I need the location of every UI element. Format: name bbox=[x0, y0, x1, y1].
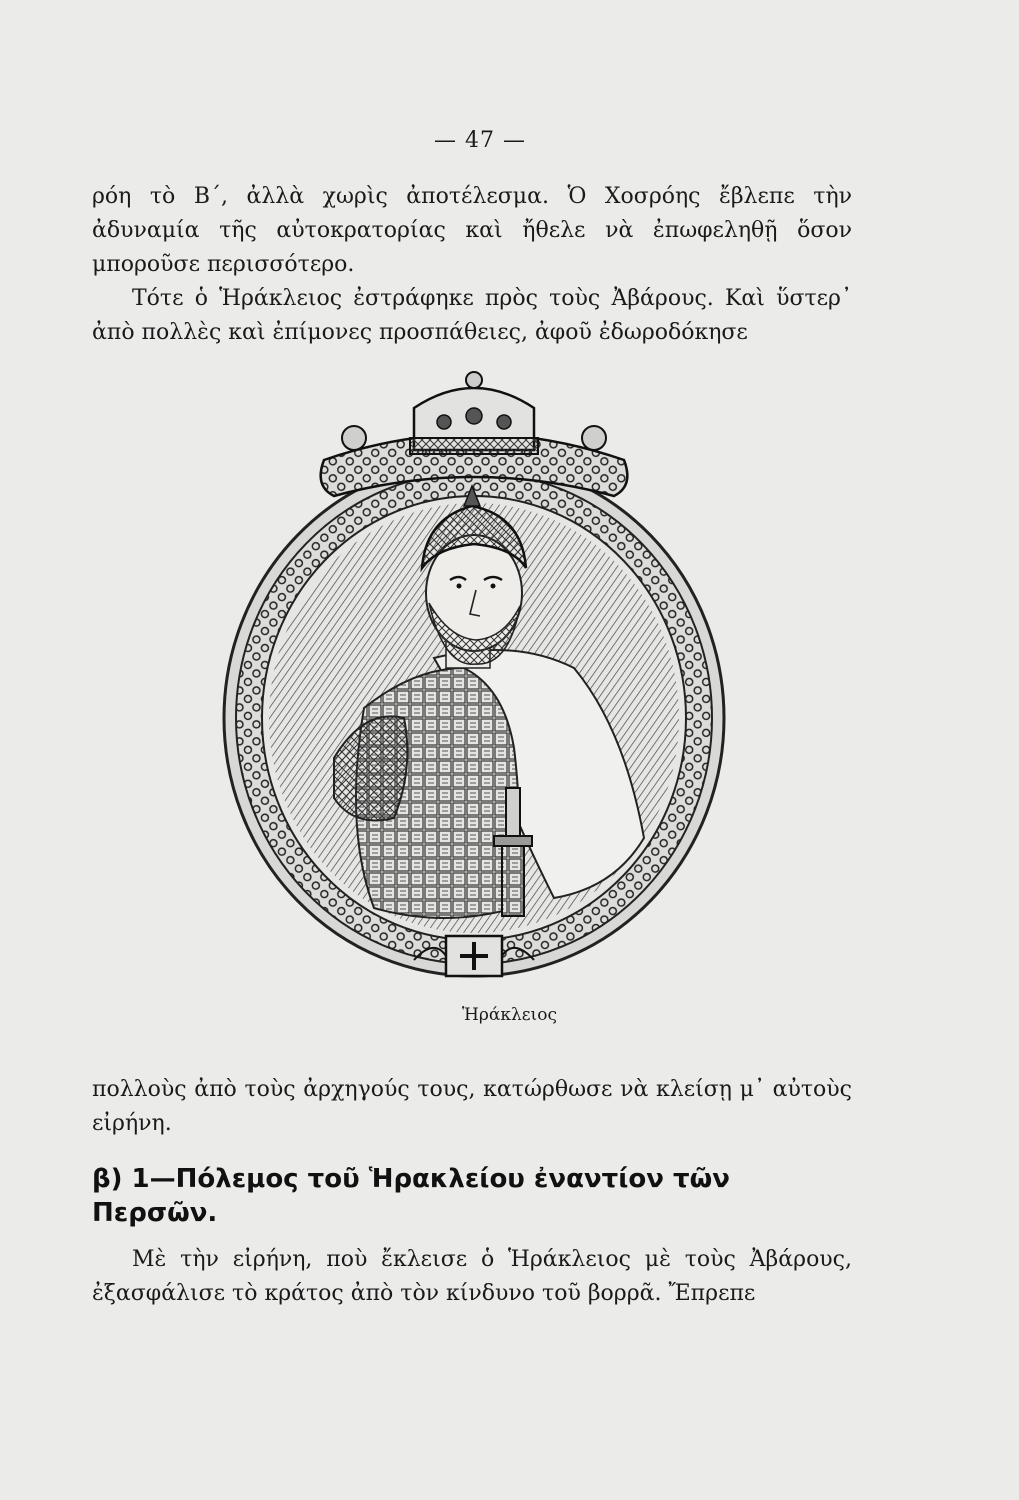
paragraph: Τότε ὁ Ἡράκλειος ἐστράφηκε πρὸς τοὺς Ἀβάρους. Καὶ ὕστερ᾽ ἀπὸ πολλὲς καὶ ἐπίμονες προσπάθειες, ἀφοῦ ἐδωροδόκησε bbox=[92, 286, 852, 345]
figure-caption: Ἡράκλειος bbox=[462, 1005, 557, 1025]
text-block-top bbox=[92, 180, 852, 350]
paragraph: πολλοὺς ἀπὸ τοὺς ἀρχηγούς τους, κατώρθωσε νὰ κλείσῃ μ᾽ αὐτοὺς εἰρήνη. bbox=[92, 1077, 852, 1136]
section-heading: β) 1—Πόλεμος τοῦ Ἡρακλείου ἐναντίον τῶν Περσῶν. bbox=[92, 1164, 730, 1228]
text-block-after-figure bbox=[92, 1073, 852, 1141]
portrait-illustration bbox=[214, 368, 734, 983]
page-number: — 47 — bbox=[434, 128, 526, 153]
paragraph: ρόη τὸ Β΄, ἀλλὰ χωρὶς ἀποτέλεσμα. Ὁ Χοσρόης ἔβλεπε τὴν ἀδυναμία τῆς αὐτοκρατορίας καὶ ἤθελε νὰ ἐπωφεληθῇ ὅσον μποροῦσε περισσότερο. bbox=[92, 184, 852, 277]
text-block-bottom bbox=[92, 1243, 852, 1311]
paragraph: Μὲ τὴν εἰρήνη, ποὺ ἔκλεισε ὁ Ἡράκλειος μὲ τοὺς Ἀβάρους, ἐξασφάλισε τὸ κράτος ἀπὸ τὸν κίνδυνο τοῦ βορρᾶ. Ἔπρεπε bbox=[92, 1247, 852, 1306]
sword-hilt bbox=[506, 788, 520, 838]
imperial-crown bbox=[410, 372, 538, 454]
